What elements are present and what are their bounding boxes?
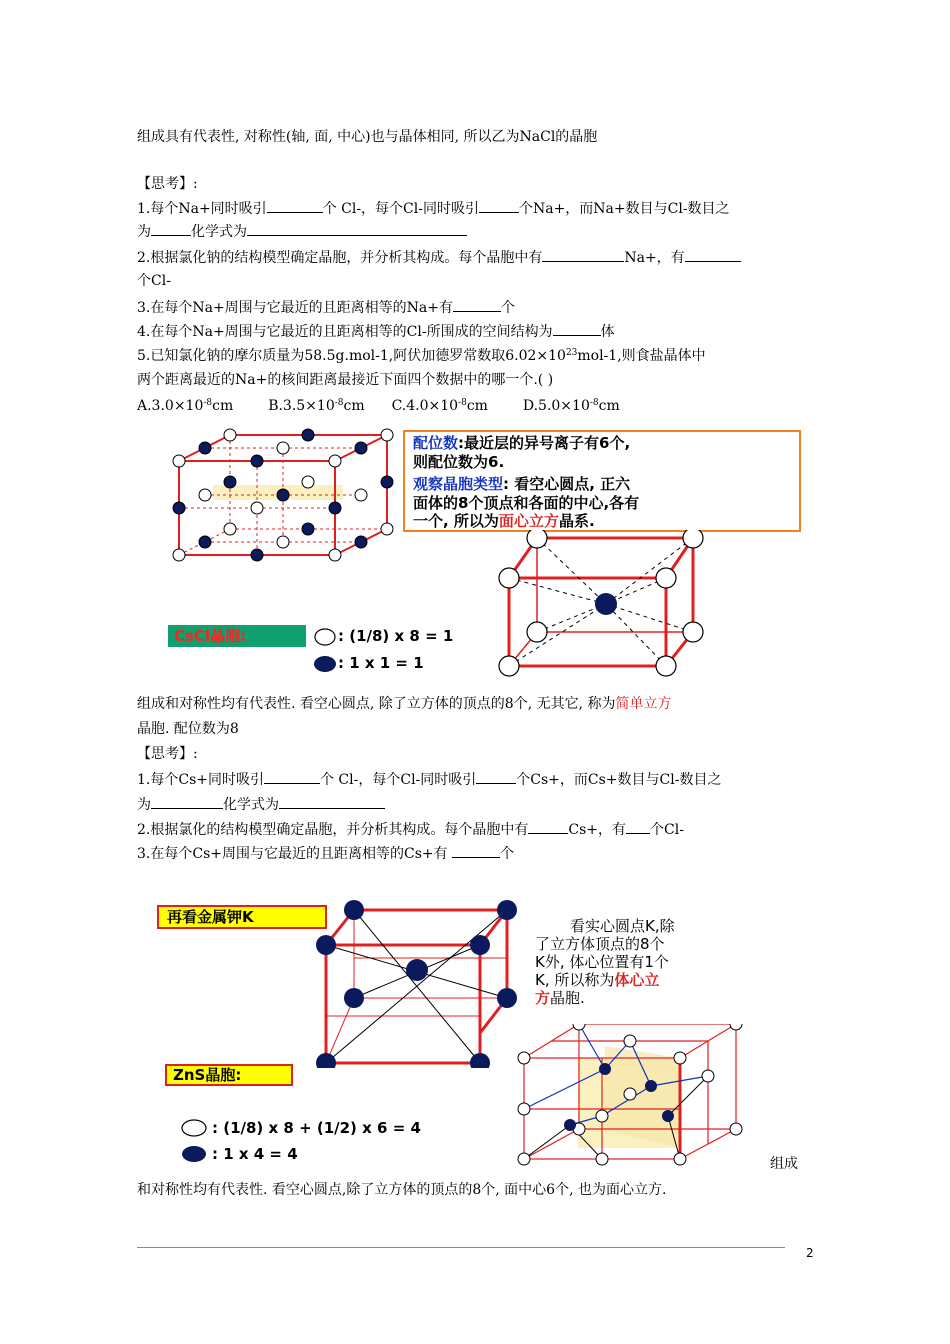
blank[interactable] — [279, 794, 385, 809]
options-row — [137, 396, 620, 416]
blank[interactable] — [476, 769, 516, 784]
blank[interactable] — [626, 819, 650, 834]
question-1-cont: 为 化学式为 — [137, 221, 467, 242]
paragraph-zns: 和对称性均有代表性. 看空心圆点,除了立方体的顶点的8个, 面中心6个, 也为面心立方. — [137, 1182, 667, 1198]
k-text-line1: 看实心圆点K,除 — [570, 917, 675, 935]
cs-question-1: 1.每个Cs+同时吸引 个 Cl-，每个Cl-同时吸引 个Cs+，而Cs+数目与Cl-数目之 — [137, 769, 721, 790]
think-heading-1: 【思考】: — [137, 176, 198, 192]
footer-rule — [137, 1247, 785, 1248]
blank[interactable] — [267, 198, 323, 213]
potassium-label: 再看金属钾K — [157, 905, 327, 929]
question-4: 4.在每个Na+周围与它最近的且距离相等的Cl-所围成的空间结构为 体 — [137, 321, 615, 342]
question-5-cont: 两个距离最近的Na+的核间距离最接近下面四个数据中的哪一个.( ) — [137, 372, 554, 388]
option-b[interactable]: $B.3.5\times 10^{-8}cm$ — [268, 398, 365, 414]
paragraph-nacl-cell: 组成具有代表性, 对称性(轴, 面, 中心)也与晶体相同, 所以乙为NaCl的晶胞 — [137, 129, 598, 145]
bcc-potassium-figure — [312, 898, 522, 1068]
option-c[interactable]: $C.4.0\times 10^{-8}cm$ — [391, 398, 488, 414]
question-1: 1.每个Na+同时吸引 个 Cl-，每个Cl-同时吸引 个Na+，而Na+数目与Cl-数目之 — [137, 198, 730, 219]
cs-question-2: 2.根据氯化的结构模型确定晶胞，并分析其构成。每个晶胞中有 Cs+，有 个Cl- — [137, 819, 684, 840]
question-3: 3.在每个Na+周围与它最近的且距离相等的Na+有 个 — [137, 297, 515, 318]
paragraph-cscl-cont: 晶胞. 配位数为8 — [137, 721, 239, 737]
cscl-solid-formula: : 1 x 1 = 1 — [338, 654, 424, 672]
coordination-value: 则配位数为6. — [413, 453, 505, 471]
zns-solid-formula: : 1 x 4 = 4 — [212, 1145, 298, 1163]
cscl-open-formula: : (1/8) x 8 = 1 — [338, 627, 454, 645]
cscl-label: CsCl晶胞: — [168, 625, 306, 647]
blank[interactable] — [264, 769, 320, 784]
question-2-cont: 个Cl- — [137, 273, 171, 289]
cscl-legend-markers — [312, 626, 338, 674]
cs-question-3: 3.在每个Cs+周围与它最近的且距离相等的Cs+有 个 — [137, 843, 514, 864]
question-5: 5.已知氯化钠的摩尔质量为58.5g.mol-1,阿伏加德罗常数取$6.02\times 10^{23}mol-1$,则食盐晶体中 — [137, 348, 706, 364]
k-text-line4: K, 所以称为体心立 — [535, 971, 660, 989]
zns-label: ZnS晶胞: — [165, 1064, 293, 1086]
blank[interactable] — [553, 321, 601, 336]
question-2: 2.根据氯化钠的结构模型确定晶胞，并分析其构成。每个晶胞中有 Na+，有 — [137, 247, 741, 268]
blank[interactable] — [452, 843, 500, 858]
nacl-explanation-box — [403, 430, 801, 532]
paragraph-cscl: 组成和对称性均有代表性. 看空心圆点, 除了立方体的顶点的8个, 无其它, 称为简单立方 — [137, 696, 672, 712]
blank[interactable] — [479, 198, 519, 213]
cell-type-detail: 面体的8个顶点和各面的中心,各有 — [413, 494, 640, 512]
cell-type-line: 观察晶胞类型: 看空心圆点, 正六 — [413, 475, 631, 493]
zns-legend-markers — [178, 1118, 210, 1166]
blank[interactable] — [151, 794, 223, 809]
blank[interactable] — [151, 221, 191, 236]
k-text-line3: K外, 体心位置有1个 — [535, 953, 669, 971]
blank[interactable] — [528, 819, 568, 834]
blank[interactable] — [685, 247, 741, 262]
zns-cell-figure — [508, 1024, 748, 1166]
think-heading-2: 【思考】: — [137, 746, 198, 762]
option-d[interactable]: $D.5.0\times 10^{-8}cm$ — [522, 398, 620, 414]
blank[interactable] — [247, 221, 467, 236]
k-text-line2: 了立方体顶点的8个 — [535, 935, 665, 953]
cscl-cell-figure — [490, 530, 720, 678]
blank[interactable] — [453, 297, 501, 312]
page-number: 2 — [806, 1246, 814, 1260]
cell-type-conclusion: 一个, 所以为面心立方晶系. — [413, 512, 595, 530]
option-a[interactable]: $A.3.0\times 10^{-8}cm$ — [137, 398, 234, 414]
cs-question-1-cont: 为 化学式为 — [137, 794, 385, 815]
blank[interactable] — [542, 247, 624, 262]
nacl-lattice-figure — [165, 425, 400, 565]
k-text-line5: 方晶胞. — [535, 989, 585, 1007]
coordination-line: 配位数:最近层的异号离子有6个, — [413, 434, 631, 452]
zns-open-formula: : (1/8) x 8 + (1/2) x 6 = 4 — [212, 1119, 421, 1137]
paragraph-zns-start: 组成 — [770, 1156, 798, 1172]
